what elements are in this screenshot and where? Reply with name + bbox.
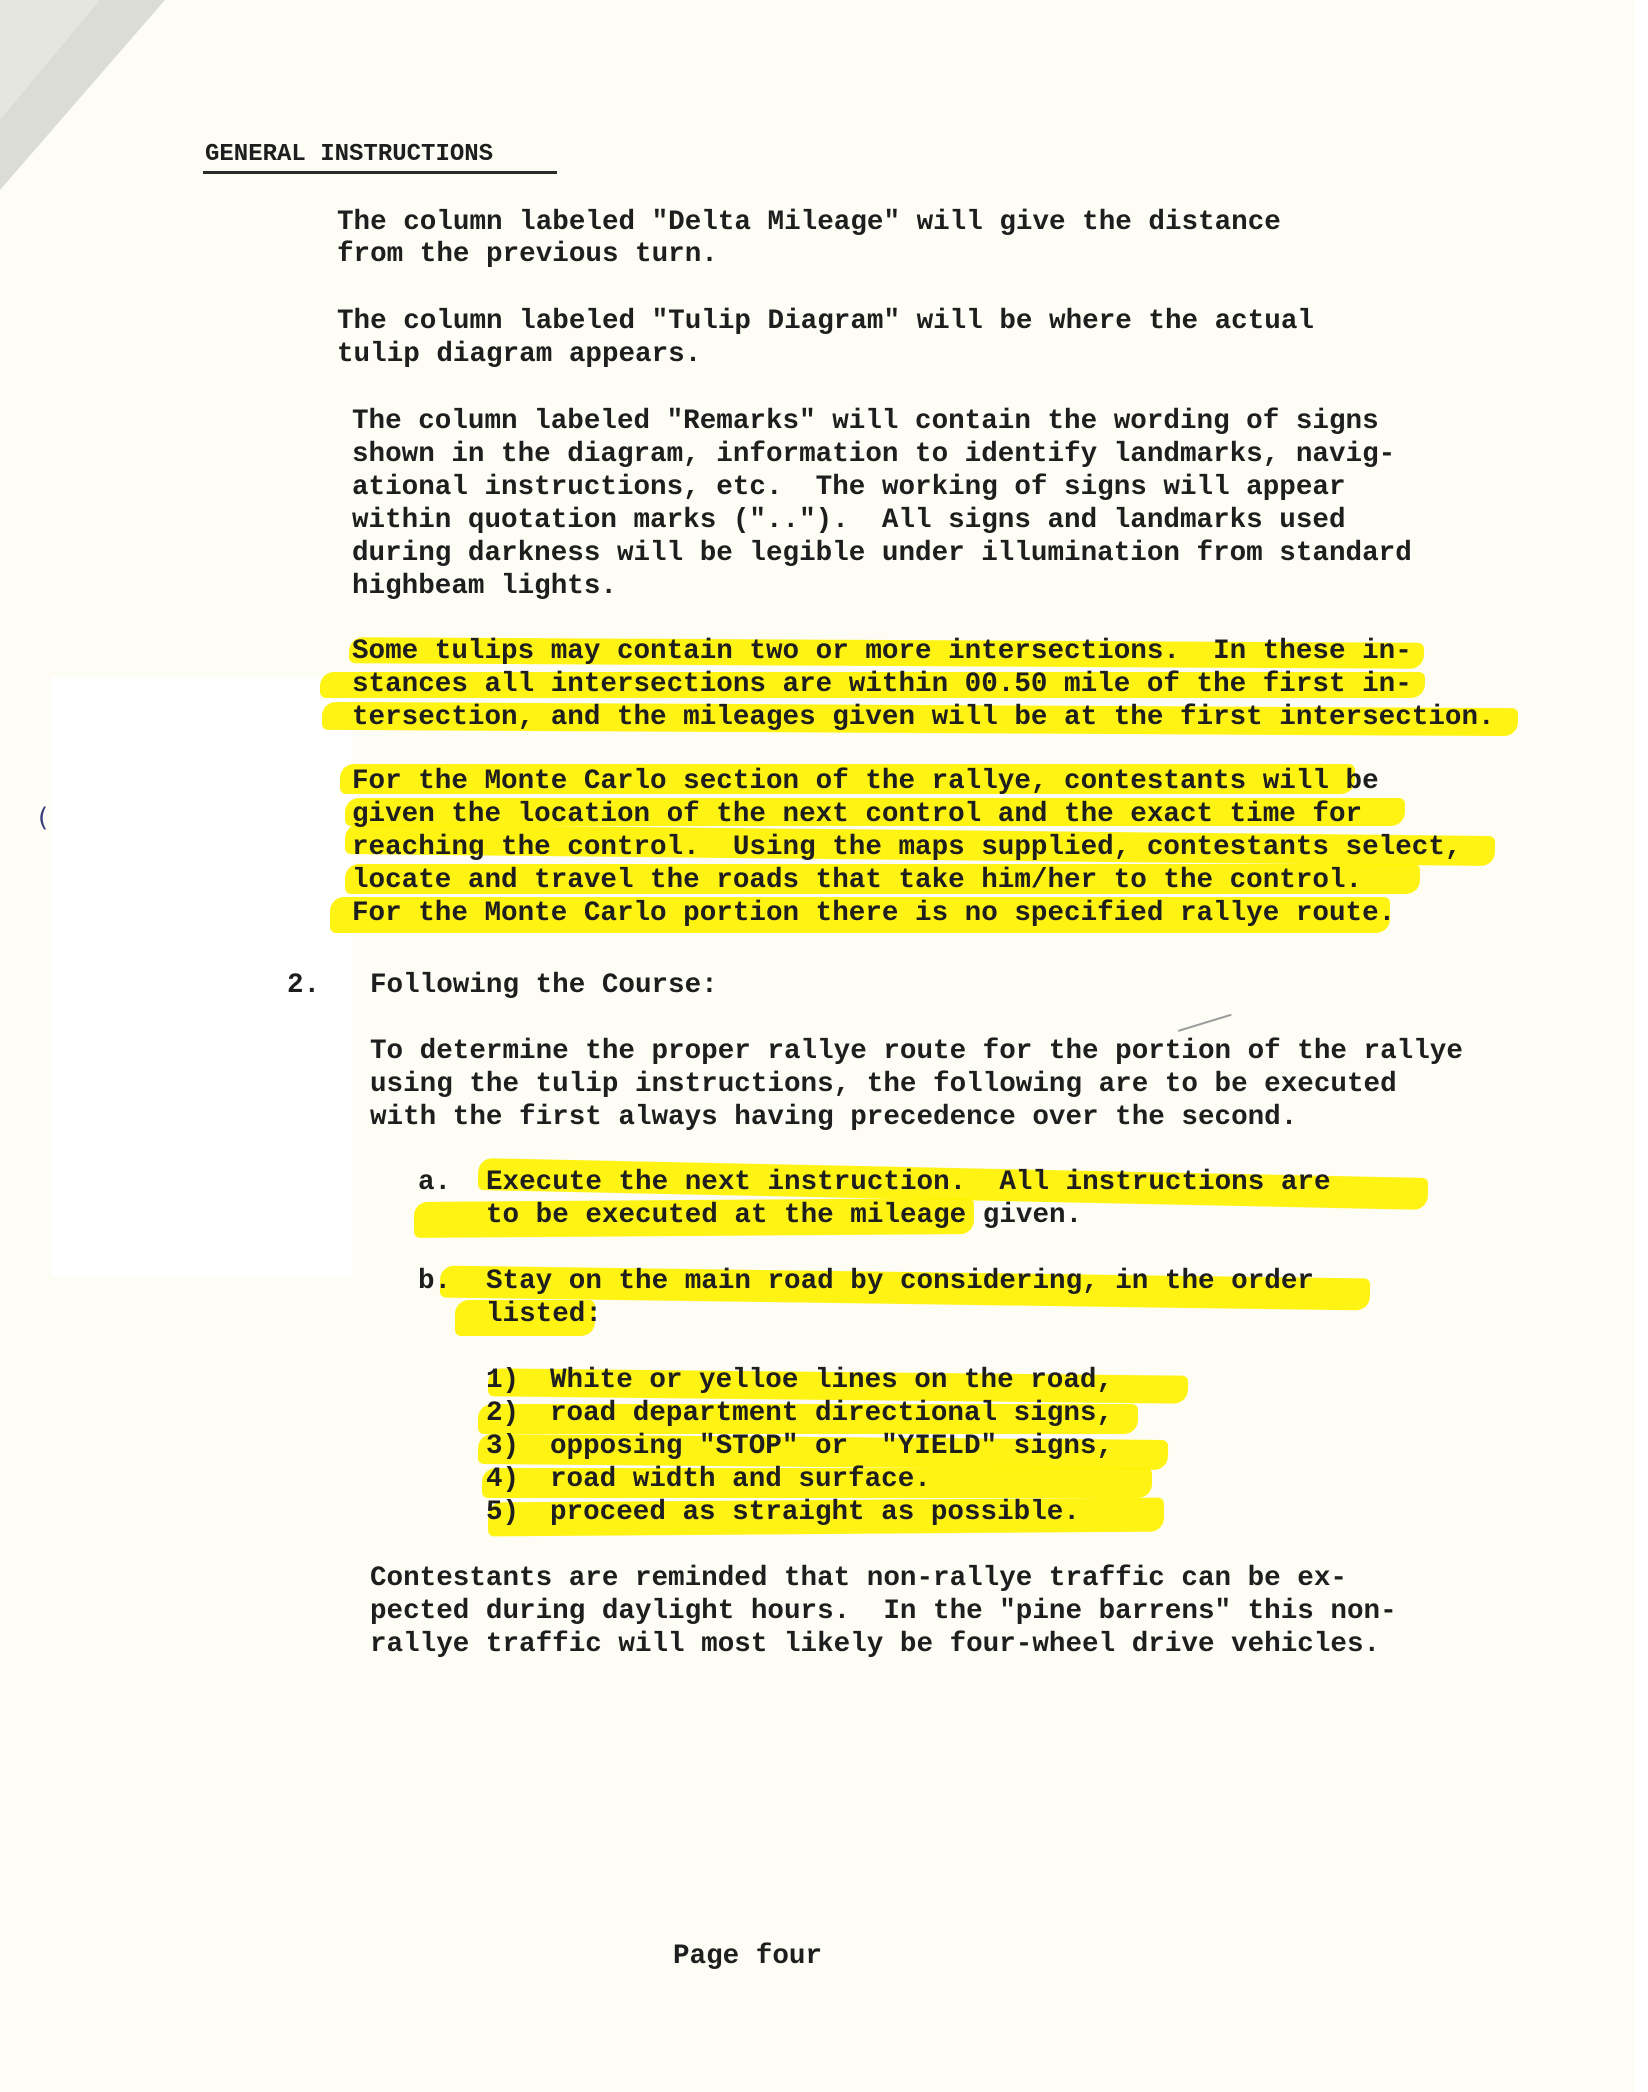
section-number: 2.: [287, 970, 321, 1001]
text-line: The column labeled "Tulip Diagram" will be where the actual: [337, 306, 1314, 337]
text-line: road width and surface.: [550, 1464, 931, 1495]
text-line: Contestants are reminded that non-rallye traffic can be ex-: [370, 1563, 1347, 1594]
text-line: pected during daylight hours. In the "pine barrens" this non-: [370, 1596, 1397, 1627]
text-line: listed:: [486, 1299, 602, 1330]
text-line: to be executed at the mileage given.: [486, 1200, 1083, 1231]
text-line: The column labeled "Delta Mileage" will give the distance: [337, 207, 1281, 238]
text-line: with the first always having precedence over the second.: [370, 1102, 1298, 1133]
text-line: For the Monte Carlo section of the rallye, contestants will be: [352, 766, 1379, 797]
margin-pen-mark: (: [38, 803, 49, 833]
page-heading: GENERAL INSTRUCTIONS: [205, 141, 494, 168]
text-line: within quotation marks (".."). All signs and landmarks used: [352, 505, 1346, 536]
text-line: Stay on the main road by considering, in the order: [486, 1266, 1314, 1297]
text-line: To determine the proper rallye route for the portion of the rallye: [370, 1036, 1463, 1067]
pencil-stroke-mark: [1178, 1014, 1232, 1032]
text-line: opposing "STOP" or "YIELD" signs,: [550, 1431, 1114, 1462]
text-line: locate and travel the roads that take him/her to the control.: [352, 865, 1363, 896]
text-line: For the Monte Carlo portion there is no specified rallye route.: [352, 898, 1396, 929]
folded-corner-shade: [0, 0, 100, 120]
text-line: road department directional signs,: [550, 1398, 1114, 1429]
text-line: proceed as straight as possible.: [550, 1497, 1080, 1528]
list-marker: 5): [486, 1497, 520, 1528]
text-line: highbeam lights.: [352, 571, 617, 602]
section-title: Following the Course:: [370, 970, 718, 1001]
text-line: from the previous turn.: [337, 239, 718, 270]
text-line: rallye traffic will most likely be four-wheel drive vehicles.: [370, 1629, 1381, 1660]
text-line: Execute the next instruction. All instructions are: [486, 1167, 1331, 1198]
list-marker: b.: [418, 1266, 452, 1297]
list-marker: a.: [418, 1167, 452, 1198]
text-line: during darkness will be legible under illumination from standard: [352, 538, 1412, 569]
text-line: using the tulip instructions, the following are to be executed: [370, 1069, 1397, 1100]
heading-underline: [203, 171, 557, 174]
text-line: White or yelloe lines on the road,: [550, 1365, 1114, 1396]
text-line: given the location of the next control and the exact time for: [352, 799, 1363, 830]
text-line: tersection, and the mileages given will be at the first intersection.: [352, 702, 1495, 733]
list-marker: 2): [486, 1398, 520, 1429]
text-line: tulip diagram appears.: [337, 339, 702, 370]
text-line: Some tulips may contain two or more intersections. In these in-: [352, 636, 1412, 667]
text-line: shown in the diagram, information to identify landmarks, navig-: [352, 439, 1396, 470]
list-marker: 1): [486, 1365, 520, 1396]
list-marker: 3): [486, 1431, 520, 1462]
text-line: reaching the control. Using the maps supplied, contestants select,: [352, 832, 1462, 863]
list-marker: 4): [486, 1464, 520, 1495]
page-number: Page four: [673, 1941, 823, 1972]
text-line: The column labeled "Remarks" will contain the wording of signs: [352, 406, 1379, 437]
text-line: stances all intersections are within 00.50 mile of the first in-: [352, 669, 1412, 700]
text-line: ational instructions, etc. The working of signs will appear: [352, 472, 1346, 503]
